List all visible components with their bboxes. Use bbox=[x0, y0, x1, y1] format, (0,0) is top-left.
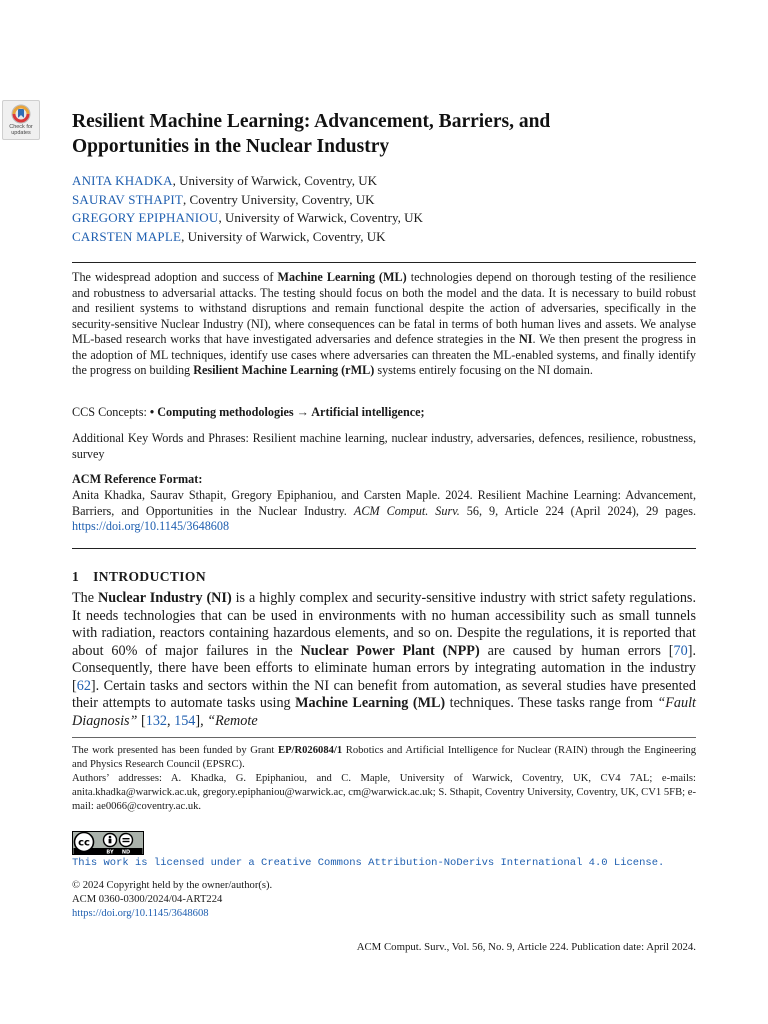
badge-text-line2: updates bbox=[11, 130, 31, 136]
citation-link[interactable]: 70 bbox=[673, 642, 688, 659]
ccs-label: CCS Concepts: bbox=[72, 405, 150, 419]
intro-text: techniques. These tasks range from bbox=[445, 695, 658, 711]
paper-title bbox=[72, 109, 702, 159]
intro-text: ]. Consequently, there have been efforts to eliminate human errors by integrating automation in the industry [ bbox=[72, 642, 697, 694]
intro-text: are caused by human errors [ bbox=[479, 642, 674, 659]
ccs-concepts bbox=[72, 405, 696, 421]
intro-text: is a highly complex and security-sensitive industry with strict safety regulations. It needs technologies that can be used in environments with no human accessibility such as small tunnels with radiation, reactors containing hazardous elements, and so on. Despite the regulations, it is reported that about 60% of major failures in the bbox=[72, 590, 697, 659]
reference-text: 56, 9, Article 224 (April 2024), 29 pages. bbox=[459, 503, 696, 518]
section-title: INTRODUCTION bbox=[93, 569, 206, 584]
author-name[interactable]: SAURAV STHAPIT bbox=[72, 191, 184, 207]
intro-text: , bbox=[167, 712, 175, 729]
abstract-term: Machine Learning (ML) bbox=[277, 270, 407, 284]
check-for-updates-badge[interactable] bbox=[2, 100, 40, 140]
publication-meta bbox=[72, 879, 472, 921]
author-entry bbox=[72, 228, 702, 247]
reference-body bbox=[72, 488, 696, 535]
author-entry bbox=[72, 191, 702, 210]
author-name[interactable]: CARSTEN MAPLE bbox=[72, 228, 182, 244]
abstract-top-rule bbox=[72, 262, 696, 263]
keywords: Additional Key Words and Phrases: Resilient machine learning, nuclear industry, adversaries, defences, resilience, robustness, survey bbox=[72, 431, 696, 461]
intro-quote: “Fault Diagnosis” bbox=[72, 695, 697, 729]
intro-text: ], bbox=[195, 712, 208, 729]
abstract bbox=[72, 270, 696, 379]
footnote-rule bbox=[72, 737, 696, 738]
abstract-text: The widespread adoption and success of bbox=[72, 270, 278, 284]
author-affiliation: , University of Warwick, Coventry, UK bbox=[181, 228, 386, 244]
section-number: 1 bbox=[72, 569, 80, 584]
reference-heading: ACM Reference Format: bbox=[72, 472, 203, 486]
abstract-text: . We then present the progress in the adoption of ML techniques, identify use cases where adversaries can threaten the ML-enabled systems, and finally identify the progress on building bbox=[72, 332, 696, 377]
author-entry bbox=[72, 172, 702, 191]
abstract-term: NI bbox=[519, 332, 533, 346]
author-name[interactable]: ANITA KHADKA bbox=[72, 173, 173, 188]
copyright: © 2024 Copyright held by the owner/author(s). bbox=[72, 880, 273, 891]
ccs-concept: • Computing methodologies → Artificial intelligence; bbox=[149, 405, 425, 419]
author-affiliation: , University of Warwick, Coventry, UK bbox=[218, 210, 423, 225]
issn: ACM 0360-0300/2024/04-ART224 bbox=[72, 894, 223, 905]
title-line-2: Opportunities in the Nuclear Industry bbox=[72, 136, 390, 157]
intro-term: Machine Learning (ML) bbox=[295, 695, 446, 711]
cc-nd-label: ND bbox=[121, 849, 131, 855]
intro-text: ]. Certain tasks and sectors within the NI can benefit from automation, as several studies have presented their attempts to automate tasks using bbox=[72, 677, 696, 711]
check-for-updates-icon bbox=[10, 104, 32, 124]
cc-license-badge[interactable] bbox=[72, 831, 144, 855]
reference-text: Anita Khadka, Saurav Sthapit, Gregory Epiphaniou, and Carsten Maple. 2024. Resilient Machine Learning: Advancement, Barriers, and Opportunities in the Nuclear Industry. bbox=[72, 488, 696, 518]
author-name[interactable]: GREGORY EPIPHANIOU bbox=[72, 210, 219, 225]
citation-link[interactable]: 154 bbox=[174, 712, 196, 729]
footnote-text: The work presented has been funded by Grant bbox=[72, 745, 278, 756]
badge-text-line1: Check for bbox=[9, 124, 33, 130]
abstract-term: Resilient Machine Learning (rML) bbox=[193, 363, 375, 377]
reference-journal: ACM Comput. Surv. bbox=[353, 503, 460, 518]
citation-link[interactable]: 62 bbox=[76, 677, 91, 694]
abstract-bottom-rule bbox=[72, 548, 696, 549]
doi-link[interactable]: https://doi.org/10.1145/3648608 bbox=[72, 908, 209, 919]
footnote-text: Robotics and Artificial Intelligence for Nuclear (RAIN) through the Engineering and Physics Research Council (EPSRC). bbox=[72, 745, 696, 770]
author-entry bbox=[72, 209, 702, 228]
author-addresses: Authors’ addresses: A. Khadka, G. Epiphaniou, and C. Maple, University of Warwick, Coventry, UK, CV4 7AL; e-mails: anita.khadka@warwick.ac.uk, gregory.epiphaniou@warwick.ac, cm@warwick.ac.uk; S. Sthapit, Coventry University, Coventry, UK, CV1 5FB; e-mail: ae0066@coventry.ac.uk. bbox=[72, 773, 696, 812]
abstract-text: systems entirely focusing on the NI domain. bbox=[374, 363, 593, 377]
reference-doi-link[interactable]: https://doi.org/10.1145/3648608 bbox=[72, 519, 230, 533]
abstract-text: technologies depend on thorough testing of the resilience and robustness to adversarial attacks. The testing should focus on both the model and the data. It is necessary to build robust and resilient systems to withstand disruptions and remain functional despite the action of adversaries, specifically in the security-sensitive Nuclear Industry (NI), where consequences can be fatal in terms of both human lives and assets. We analyse ML-based research works that have investigated adversaries and defence strategies in the bbox=[72, 270, 696, 346]
introduction-paragraph bbox=[72, 590, 696, 730]
author-list bbox=[72, 172, 702, 246]
intro-term: Nuclear Industry (NI) bbox=[97, 590, 232, 606]
intro-text: The bbox=[72, 590, 98, 606]
creative-commons-by-nd-icon bbox=[72, 831, 144, 855]
cc-by-label: BY bbox=[106, 849, 114, 855]
grant-number: EP/R026084/1 bbox=[278, 745, 343, 756]
intro-text: [ bbox=[137, 712, 146, 729]
license-link[interactable]: This work is licensed under a Creative Commons Attribution-NoDerivs International 4.0 License. bbox=[72, 857, 665, 869]
intro-term: Nuclear Power Plant (NPP) bbox=[300, 642, 480, 659]
title-line-1: Resilient Machine Learning: Advancement, Barriers, and bbox=[72, 111, 551, 132]
cc-label: cc bbox=[78, 837, 90, 849]
citation-link[interactable]: 132 bbox=[145, 712, 167, 729]
author-affiliation: , University of Warwick, Coventry, UK bbox=[172, 173, 378, 188]
author-affiliation: , Coventry University, Coventry, UK bbox=[183, 191, 375, 207]
intro-quote: “Remote bbox=[207, 712, 258, 729]
section-heading bbox=[72, 569, 696, 585]
footnote bbox=[72, 744, 696, 814]
page-footer: ACM Comput. Surv., Vol. 56, No. 9, Article 224. Publication date: April 2024. bbox=[356, 941, 696, 953]
